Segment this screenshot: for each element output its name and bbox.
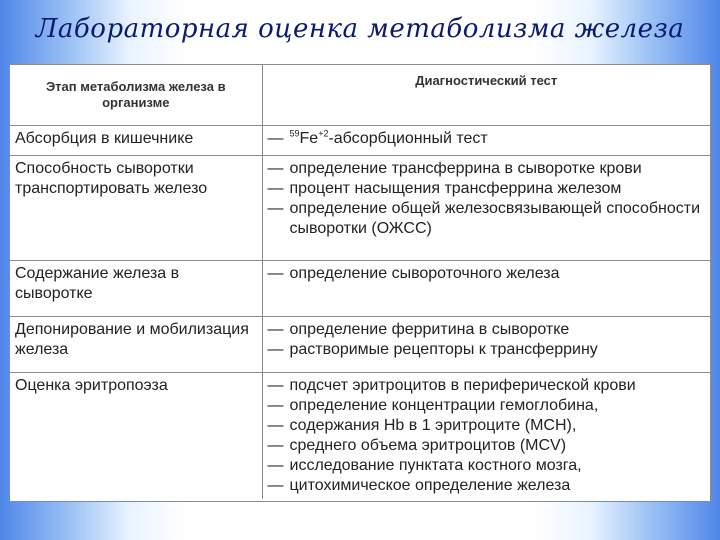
test-cell: [262, 156, 710, 261]
test-text: определение сывороточного железа: [289, 265, 560, 282]
test-line: [268, 159, 706, 179]
table-row: [10, 156, 710, 261]
iron-metabolism-table: [9, 64, 711, 502]
test-line: [268, 264, 706, 284]
stage-cell: Абсорбция в кишечнике: [10, 126, 262, 156]
test-text: цитохимическое определение железа: [289, 477, 571, 494]
test-line: [268, 416, 706, 436]
test-text: подсчет эритроцитов в периферической крови: [289, 377, 636, 394]
element-symbol: Fe: [299, 130, 319, 147]
ion-charge: +2: [318, 128, 329, 139]
header-test: Диагностический тест: [262, 65, 710, 126]
test-line: [268, 376, 706, 396]
dash-marker: —: [267, 437, 284, 454]
test-cell: [262, 126, 710, 156]
dash-marker: —: [267, 130, 284, 147]
dash-marker: —: [267, 397, 284, 414]
table-row: [10, 373, 710, 500]
dash-marker: —: [267, 160, 284, 177]
table-row: [10, 126, 710, 156]
test-text: -абсорбционный тест: [328, 130, 488, 147]
test-text: содержания Hb в 1 эритроците (MCH),: [289, 417, 577, 434]
test-text: определение трансферрина в сыворотке крови: [289, 160, 642, 177]
test-line: [268, 476, 706, 496]
test-cell: [262, 261, 710, 317]
stage-cell: Способность сыворотки транспортировать железо: [10, 156, 262, 261]
stage-cell: Оценка эритропоэза: [10, 373, 262, 500]
header-stage: Этап метаболизма железа в организме: [10, 65, 262, 126]
isotope-mass: 59: [289, 128, 300, 139]
test-line: [268, 179, 706, 199]
table-row: [10, 317, 710, 373]
slide-title: Лабораторная оценка метаболизма железа: [35, 14, 685, 44]
test-line: [268, 340, 706, 360]
dash-marker: —: [267, 377, 284, 394]
test-line: [268, 436, 706, 456]
test-text: растворимые рецепторы к трансферрину: [289, 341, 598, 358]
test-text: определение общей железосвязывающей способности сыворотки (ОЖСС): [289, 200, 701, 237]
test-text: определение ферритина в сыворотке: [289, 321, 570, 338]
test-cell: [262, 373, 710, 500]
stage-cell: Содержание железа в сыворотке: [10, 261, 262, 317]
header-row: [10, 65, 710, 126]
test-line: [268, 129, 706, 149]
stage-cell: Депонирование и мобилизация железа: [10, 317, 262, 373]
test-line: [268, 320, 706, 340]
test-line: [268, 199, 706, 239]
dash-marker: —: [267, 180, 284, 197]
dash-marker: —: [267, 417, 284, 434]
dash-marker: —: [267, 457, 284, 474]
test-line: [268, 396, 706, 416]
dash-marker: —: [267, 265, 284, 282]
table: [10, 65, 710, 499]
test-text: определение концентрации гемоглобина,: [289, 397, 599, 414]
dash-marker: —: [267, 321, 284, 338]
dash-marker: —: [267, 477, 284, 494]
test-text: процент насыщения трансферрина железом: [289, 180, 622, 197]
dash-marker: —: [267, 200, 284, 217]
test-text: среднего объема эритроцитов (MCV): [289, 437, 567, 454]
test-line: [268, 456, 706, 476]
dash-marker: —: [267, 341, 284, 358]
test-cell: [262, 317, 710, 373]
test-text: исследование пунктата костного мозга,: [289, 457, 582, 474]
table-row: [10, 261, 710, 317]
